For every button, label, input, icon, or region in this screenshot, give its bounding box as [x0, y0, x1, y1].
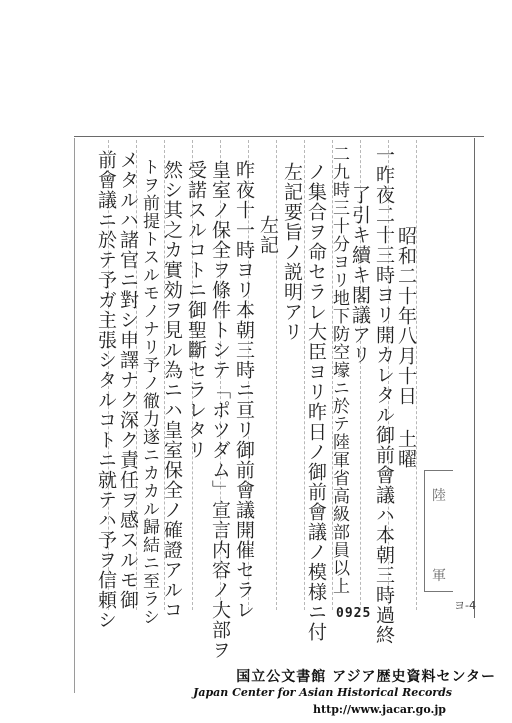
text-column: メタルハ諸官ニ對シ申譯ナク深ク責任ヲ感スルモ御 — [117, 150, 139, 610]
page-code: ヨ-4 — [454, 599, 476, 612]
text-column: 左記要旨ノ説明アリ — [281, 162, 303, 342]
archive-name-english: Japan Center for Asian Historical Records — [193, 686, 452, 699]
side-label-box — [424, 470, 453, 592]
archive-url: http://www.jacar.go.jp — [313, 703, 446, 716]
archive-name-japanese: 国立公文書館 アジア歴史資料センター — [236, 669, 496, 685]
date-heading: 昭和二十年八月十日 土曜 — [395, 226, 417, 469]
ruled-line — [276, 140, 277, 610]
text-column: ノ集合ヲ命セラレ大臣ヨリ昨日ノ御前會議ノ模様ニ付 — [305, 162, 327, 642]
text-column: トヲ前提トスルモノナリ予ノ徹力遂ニカカル歸結ニ至ラシ — [139, 158, 159, 626]
text-column: 前會議ニ於テ予ガ主張シタルコトニ就テハ予ヲ信頼シ — [95, 150, 117, 630]
left-border-line — [74, 138, 75, 693]
text-column: 二九時三十分ヨリ地下防空壕ニ於テ陸軍省高級部員以上 — [329, 145, 349, 595]
text-column: 昨夜十一時ヨリ本朝三時ニ亘リ御前會議開催セラレ — [233, 160, 255, 620]
text-column: 皇室ノ保全ヲ條件トシテ「ポツダム」宣言内容ノ大部ヲ — [209, 160, 231, 660]
page-number: 0925 — [336, 606, 372, 621]
side-label-top: 陸 — [432, 488, 446, 504]
text-column: 受諾スルコトニ御聖斷セラレタリ — [185, 160, 207, 460]
text-column: 一昨夜二十三時ヨリ開カレタル御前會議ハ本朝三時過終 — [373, 145, 395, 645]
text-column: 了引キ續キ閣議アリ — [349, 185, 371, 365]
side-label-bottom: 軍 — [432, 568, 446, 584]
right-border-line — [474, 138, 475, 618]
text-column: 然シ其之カ實効ヲ見ル為ニハ皇室保全ノ確證アルコ — [161, 160, 183, 620]
top-border-line — [74, 136, 484, 137]
section-heading: 左記 — [257, 215, 279, 255]
